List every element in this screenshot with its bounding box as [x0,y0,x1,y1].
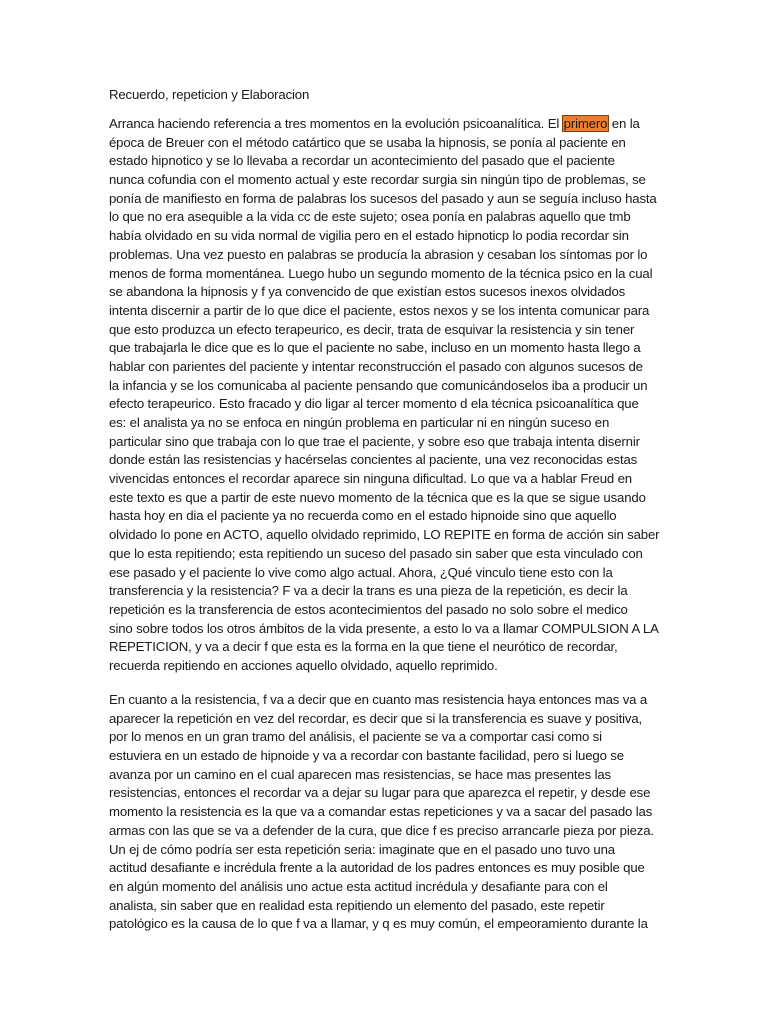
text-line: hasta hoy en dia el paciente ya no recuerda como en el estado hipnoide sino que aquello [109,508,617,524]
text-line: resistencias, entonces el recordar va a dejar su lugar para que aparezca el repetir, y desde ese [109,785,651,801]
text-segment: Arranca haciendo referencia a tres momentos en la evolución psicoanalítica. El [109,116,563,131]
text-line: ese pasado y el paciente lo vive como algo actual. Ahora, ¿Qué vinculo tiene esto con la [109,564,613,580]
text-line: es: el analista ya no se enfoca en ningún problema en particular ni en ningún suceso en [109,415,610,430]
text-line: transferencia y la resistencia? F va a decir la trans es una pieza de la repetición, es decir la [109,583,628,599]
text-line: intenta discernir a partir de lo que dice el paciente, estos nexos y se los intenta comunicar para [109,302,650,318]
text-line: analista, sin saber que en realidad esta repitiendo un elemento del pasado, este repetir [109,897,605,913]
text-line: estuviera en un estado de hipnoide y va a recordar con bastante facilidad, pero si luego se [109,748,624,764]
text-line: hablar con parientes del paciente y intentar reconstrucción el pasado con algunos sucesos de [109,358,643,374]
text-line: lo que no era asequible a la vida cc de este sujeto; osea ponía en palabras aquello que tmb [109,209,631,225]
text-line: particular sino que trabaja con lo que trae el paciente, y sobre eso que trabaja intenta disernir [109,433,640,449]
text-line: avanza por un camino en el cual aparecen mas resistencias, se hace mas presentes las [109,766,611,782]
text-line: nunca cofundia con el momento actual y este recordar surgia sin ningún tipo de problemas, se [109,172,646,188]
text-line: armas con las que se va a defender de la cura, que dice f es preciso arrancarle pieza por pieza. [109,822,654,838]
text-line: en algún momento del análisis uno actue esta actitud incrédula y desafiante para con el [109,878,608,894]
text-line: por lo menos en un gran tramo del análisis, el paciente se va a comportar casi como si [109,729,602,745]
text-line: actitud desafiante e incrédula frente a la autoridad de los padres entonces es muy posible que [109,860,645,876]
text-line: efecto terapeurico. Esto fracado y dio ligar al tercer momento d ela técnica psicoanalítica que [109,396,639,412]
text-line: REPETICION, y va a decir f que esta es la forma en la que tiene el neurótico de recordar, [109,639,618,655]
text-line: momento la resistencia es la que va a comandar estas repeticiones y va a sacar del pasado las [109,804,653,820]
text-line: que trabajarla le dice que es lo que el paciente no sabe, incluso en un momento hasta llego a [109,340,641,356]
text-line [109,115,669,134]
highlighted-word: primero [563,116,608,131]
text-line: problemas. Una vez puesto en palabras se producía la abrasion y cesaban los síntomas por lo [109,246,648,262]
text-segment: en la [608,116,640,131]
text-line: repetición es la transferencia de estos acontecimientos del pasado no solo sobre el medico [109,601,628,617]
text-line: época de Breuer con el método catártico que se usaba la hipnosis, se ponía al paciente en [109,134,626,150]
text-line: recuerda repitiendo en acciones aquello olvidado, aquello reprimido. [109,657,498,673]
text-line: menos de forma momentánea. Luego hubo un segundo momento de la técnica psico en la cual [109,265,653,281]
text-line: había olvidado en su vida normal de vigilia pero en el estado hipnoticp lo podia recordar sin [109,228,629,244]
text-line: Un ej de cómo podría ser esta repetición seria: imaginate que en el pasado uno tuvo una [109,841,615,857]
text-line: ponía de manifiesto en forma de palabras los sucesos del pasado y aun se seguía incluso hasta [109,190,657,206]
paragraph-1 [109,115,669,676]
text-line: se abandona la hipnosis y f ya convencido de que existían estos sucesos inexos olvidados [109,284,626,300]
text-line: este texto es que a partir de este nuevo momento de la técnica que es la que se sigue usando [109,489,646,505]
text-line: la infancia y se los comunicaba al paciente pensando que comunicándoselos iba a producir un [109,377,648,393]
text-line: sino sobre todos los otros ámbitos de la vida presente, a esto lo va a llamar COMPULSION A LA [109,620,659,636]
paragraph-2 [109,691,669,934]
text-line: En cuanto a la resistencia, f va a decir que en cuanto mas resistencia haya entonces mas va a [109,692,648,707]
text-line: vivencidas entonces el recordar aparece sin ninguna dificultad. Lo que va a hablar Freud en [109,471,632,487]
text-line: donde están las resistencias y hacérselas concientes al paciente, una vez reconocidas estas [109,452,638,468]
text-line: estado hipnotico y se lo llevaba a recordar un acontecimiento del pasado que el paciente [109,153,615,169]
document-title: Recuerdo, repeticion y Elaboracion [109,87,310,102]
text-line: aparecer la repetición en vez del recordar, es decir que si la transferencia es suave y positiva, [109,710,643,726]
text-line: que esto produzca un efecto terapeurico, es decir, trata de esquivar la resistencia y sin tener [109,321,635,337]
text-line: patológico es la causa de lo que f va a llamar, y q es muy común, el empeoramiento durante la [109,916,648,932]
text-line: que lo esta repitiendo; esta repitiendo un suceso del pasado sin saber que esta vinculado con [109,545,643,561]
text-line: olvidado lo pone en ACTO, aquello olvidado reprimido, LO REPITE en forma de acción sin saber [109,527,660,543]
